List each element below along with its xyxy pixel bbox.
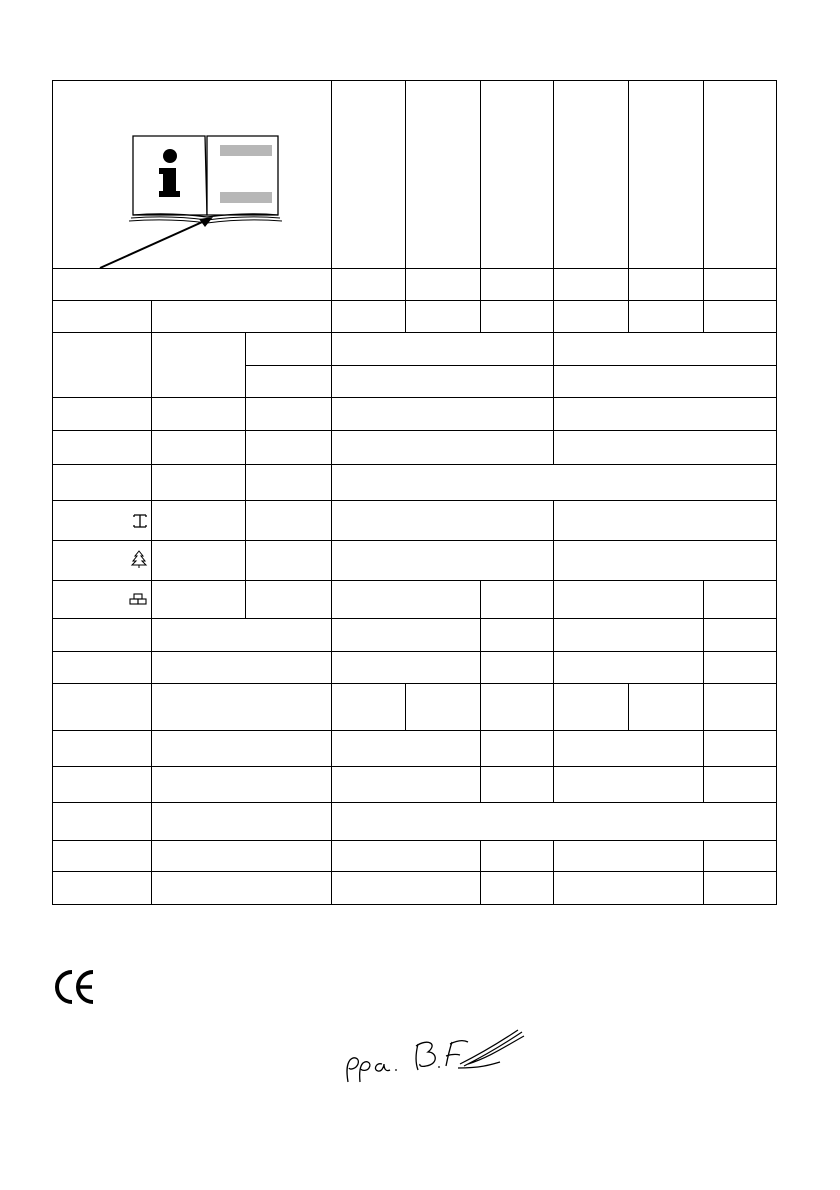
- page-number: [0, 36, 840, 54]
- ce-mark: [52, 968, 98, 1006]
- brick-masonry-icon: [129, 591, 147, 609]
- open-book-info-icon: [95, 125, 295, 275]
- tree-wood-icon: [130, 550, 148, 568]
- signature: [340, 1024, 530, 1088]
- steel-beam-icon: [131, 512, 149, 530]
